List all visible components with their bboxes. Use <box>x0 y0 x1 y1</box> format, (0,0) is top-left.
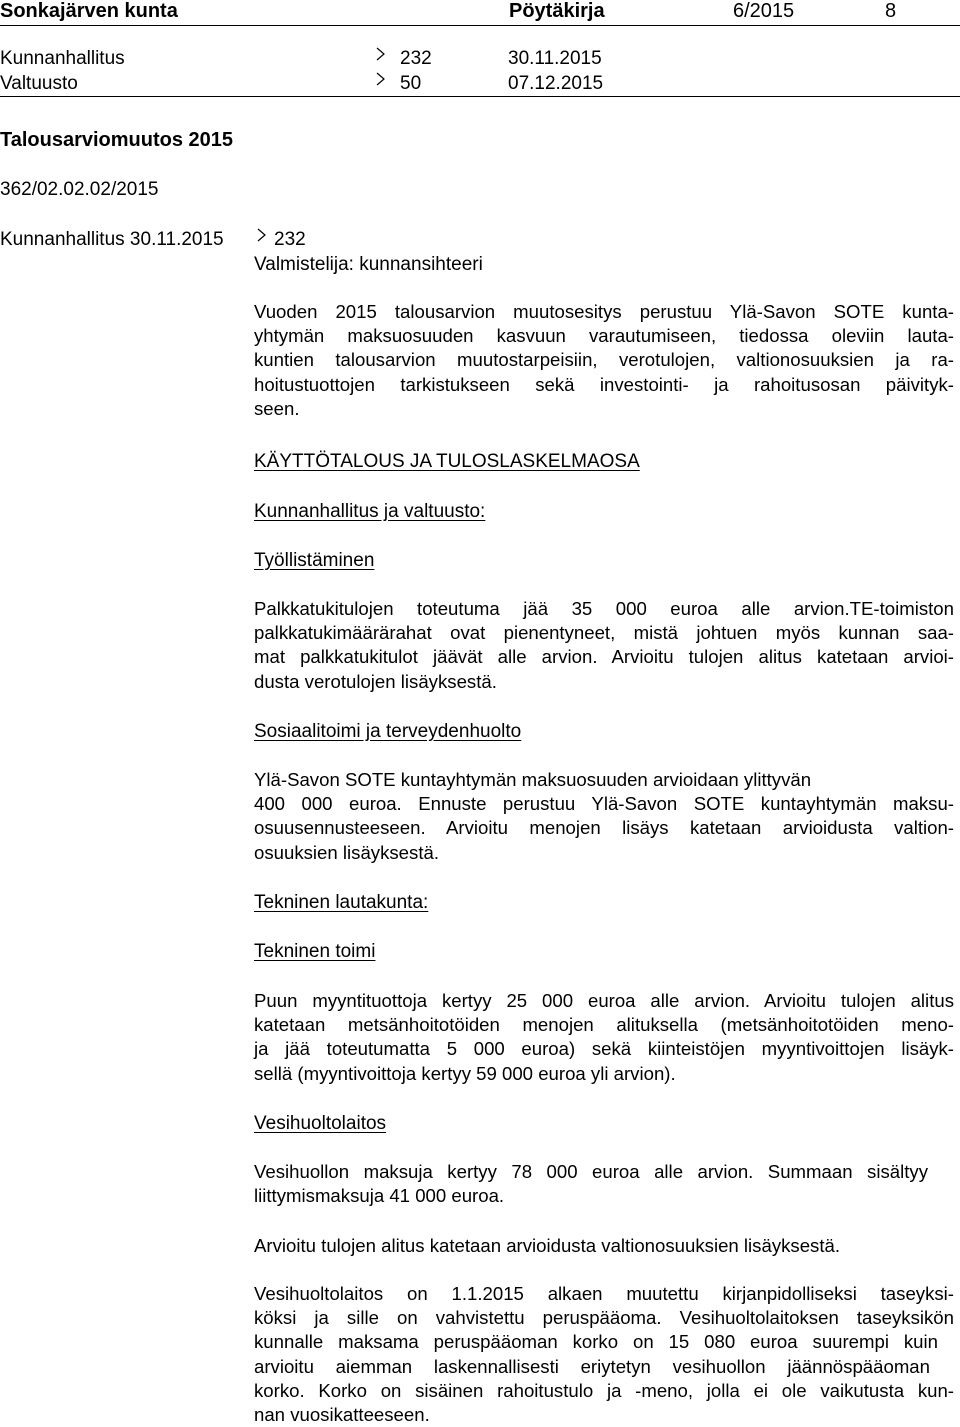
document-title: Talousarviomuutos 2015 <box>0 129 234 151</box>
paragraph-line: dusta verotulojen lisäyksestä. <box>254 670 497 692</box>
paragraph-line: arvioitu aiemman laskennallisesti eriytetyn vesihuollon jäännöspääoman <box>254 1355 930 1377</box>
meeting-date: 07.12.2015 <box>508 73 604 94</box>
paragraph-line: osuuksien lisäyksestä. <box>254 841 439 863</box>
meeting-reference-body: Kunnanhallitus 30.11.2015 <box>0 229 224 250</box>
meeting-reference <box>0 228 600 252</box>
paragraph-line: Palkkatukitulojen toteutuma jää 35 000 euroa alle arvion.TE-toimiston <box>254 598 954 619</box>
paragraph-line: kuntien talousarvion muutostarpeisiin, verotulojen, valtionosuuksien ja ra- <box>254 349 954 371</box>
social-paragraph <box>254 768 954 865</box>
meeting-section: 50 <box>400 73 422 94</box>
paragraph-line: köksi ja sille on vahvistettu peruspääoma. Vesihuoltolaitoksen taseyksikön <box>254 1307 954 1329</box>
paragraph-line: hoitustuottojen tarkistukseen sekä investointi- ja rahoitusosan päivityk- <box>254 373 954 395</box>
paragraph-line: Vesihuollon maksuja kertyy 78 000 euroa alle arvion. Summaan sisältyy <box>254 1161 928 1182</box>
document-number: 6/2015 <box>733 0 795 22</box>
intro-paragraph <box>254 300 954 421</box>
water-heading: Vesihuoltolaitos <box>254 1113 387 1134</box>
technical-paragraph <box>254 989 954 1086</box>
paragraph-line: seen. <box>254 397 300 419</box>
meeting-row <box>0 72 960 96</box>
paragraph-line: kunnalle maksama peruspääoman korko on 15 080 euroa suurempi kuin <box>254 1331 938 1353</box>
water-paragraph-1 <box>254 1160 954 1208</box>
page-header <box>0 0 960 26</box>
technical-board-heading: Tekninen lautakunta: <box>254 892 429 913</box>
water-paragraph-3 <box>254 1282 954 1427</box>
paragraph-line: yhtymän maksuosuuden kasvuun varautumiseen, tiedossa oleviin lauta- <box>254 325 954 347</box>
paragraph-line: Puun myyntituottoja kertyy 25 000 euroa alle arvion. Arvioitu tulojen alitus <box>254 990 954 1011</box>
board-heading: Kunnanhallitus ja valtuusto: <box>254 501 486 522</box>
page-number: 8 <box>885 0 897 22</box>
meeting-reference-section: 232 <box>274 229 306 250</box>
paragraph-line: Vesihuoltolaitos on 1.1.2015 alkaen muutettu kirjanpidolliseksi taseyksi- <box>254 1283 954 1304</box>
employment-heading: Työllistäminen <box>254 550 375 571</box>
meeting-body: Kunnanhallitus <box>0 48 125 69</box>
paragraph-line: katetaan metsänhoitotöiden menojen alituksella (metsänhoitotöiden meno- <box>254 1014 954 1036</box>
archive-code: 362/02.02.02/2015 <box>0 179 159 200</box>
paragraph-line: mat palkkatukitulot jäävät alle arvion. Arvioitu tulojen alitus katetaan arvioi- <box>254 646 954 668</box>
meeting-divider <box>0 96 960 97</box>
municipality-name: Sonkajärven kunta <box>0 0 178 22</box>
paragraph-line: korko. Korko on sisäinen rahoitustulo ja -meno, jolla ei ole vaikutusta kun- <box>254 1379 954 1401</box>
paragraph-line: osuusennusteeseen. Arvioitu menojen lisäys katetaan arvioidusta valtion- <box>254 817 954 839</box>
meeting-date: 30.11.2015 <box>508 48 602 69</box>
paragraph-line: Vuoden 2015 talousarvion muutosesitys perustuu Ylä-Savon SOTE kunta- <box>254 301 954 322</box>
social-heading: Sosiaalitoimi ja terveydenhuolto <box>254 721 522 742</box>
technical-heading: Tekninen toimi <box>254 941 376 962</box>
paragraph-line: ja jää toteutumatta 5 000 euroa) sekä kiinteistöjen myyntivoittojen lisäyk- <box>254 1038 954 1060</box>
paragraph-line: sellä (myyntivoittoja kertyy 59 000 euroa yli arvion). <box>254 1062 676 1084</box>
paragraph-line: 400 000 euroa. Ennuste perustuu Ylä-Savon SOTE kuntayhtymän maksu- <box>254 793 954 815</box>
meeting-body: Valtuusto <box>0 73 78 94</box>
preparer: Valmistelija: kunnansihteeri <box>254 254 483 275</box>
paragraph-line: Arvioitu tulojen alitus katetaan arvioidusta valtionosuuksien lisäyksestä. <box>254 1235 841 1256</box>
document-type: Pöytäkirja <box>509 0 605 22</box>
paragraph-line: nan vuosikatteeseen. <box>254 1404 430 1426</box>
meeting-row <box>0 47 960 71</box>
paragraph-line: liittymismaksuja 41 000 euroa. <box>254 1185 505 1207</box>
paragraph-line: Ylä-Savon SOTE kuntayhtymän maksuosuuden arvioidaan ylittyvän <box>254 769 812 790</box>
section-heading: KÄYTTÖTALOUS JA TULOSLASKELMAOSA <box>254 451 640 472</box>
employment-paragraph <box>254 597 954 694</box>
meeting-section: 232 <box>400 48 432 69</box>
paragraph-line: palkkatukimäärärahat ovat pienentyneet, mistä johtuen myös kunnan saa- <box>254 622 954 644</box>
water-paragraph-2 <box>254 1234 954 1258</box>
header-divider <box>0 25 960 26</box>
